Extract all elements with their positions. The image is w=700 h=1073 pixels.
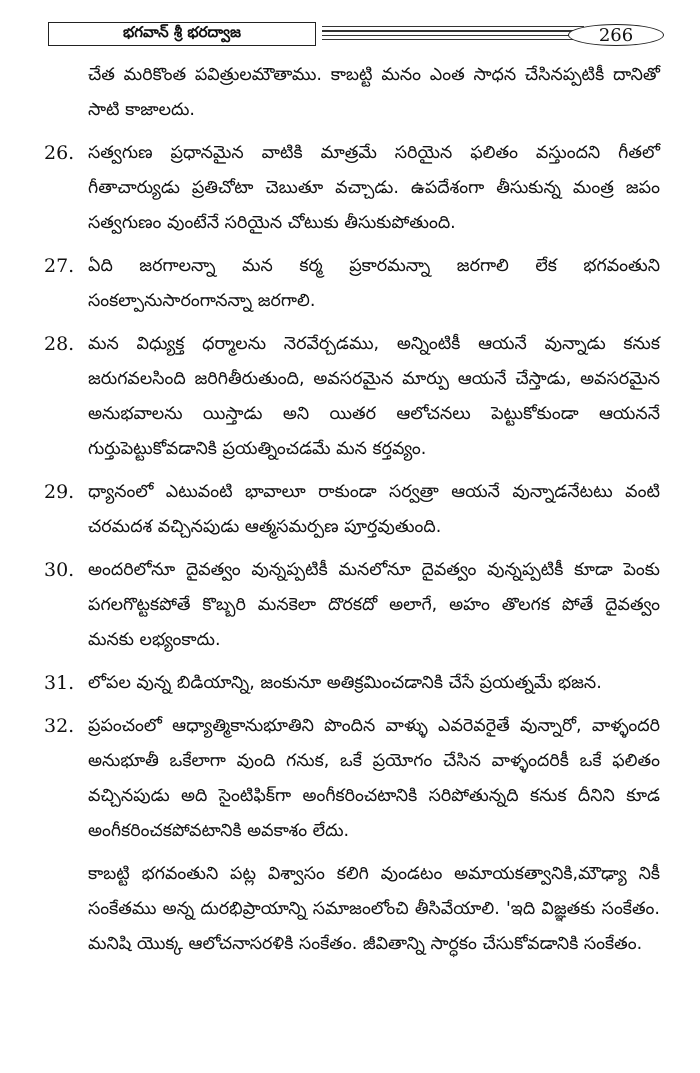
item-number: 31. — [44, 672, 75, 694]
item-text: మన విధ్యుక్త ధర్మాలను నెరవేర్చడము, అన్నింటికీ ఆయనే వున్నాడు కనుక జరుగవలసింది జరిగితీరుతుంది, అవసరమైన మార్పు ఆయనే చేస్తాడు, అవసరమైన అనుభవాలను యిస్తాడు అని యితర ఆలోచనలు పెట్టుకోకుండా ఆయననే గుర్తుపెట్టుకోవడానికి ప్రయత్నించడమే మన కర్తవ్యం. — [88, 334, 660, 459]
continuation-paragraph: చేత మరికొంత పవిత్రులమౌతాము. కాబట్టి మనం ఎంత సాధన చేసినప్పటికీ దానితో సాటి కాజాలదు. — [88, 65, 660, 120]
item-text: ఏది జరగాలన్నా మన కర్మ ప్రకారమన్నా జరగాలి లేక భగవంతుని సంకల్పానుసారంగానన్నా జరగాలి. — [88, 256, 660, 311]
item-text: ప్రపంచంలో ఆధ్యాత్మికానుభూతిని పొందిన వాళ్ళు ఎవరెవరైతే వున్నారో, వాళ్ళందరి అనుభూతీ ఒకేలాగా వుంది గనుక, ఒకే ప్రయోగం చేసిన వాళ్ళందరికీ ఒకే ఫలితం వచ్చినపుడు అది సైంటిఫిక్‌గా అంగీకరించటానికి సరిపోతున్నది కనుక దీనిని కూడ అంగీకరించకపోవటానికి అవకాశం లేదు. — [88, 716, 660, 841]
list-item — [44, 136, 660, 241]
item-number: 32. — [44, 715, 75, 737]
item-number: 30. — [44, 559, 75, 581]
item-text: సత్వగుణ ప్రధానమైన వాటికి మాత్రమే సరియైన ఫలితం వస్తుందని గీతలో గీతాచార్యుడు ప్రతిచోటా చెబుతూ వచ్చాడు. ఉపదేశంగా తీసుకున్న మంత్ర జపం సత్వగుణం వుంటేనే సరియైన చోటుకు తీసుకుపోతుంది. — [88, 143, 660, 233]
closing-paragraph: కాబట్టి భగవంతుని పట్ల విశ్వాసం కలిగి వుండటం అమాయకత్వానికి,మౌఢ్యా నికీ సంకేతము అన్న దురభిప్రాయాన్ని సమాజంలోంచి తీసివేయాలి. 'ఇది విజ్ఞతకు సంకేతం. మనిషి యొక్క ఆలోచనాసరళికి సంకేతం. జీవితాన్ని సార్ధకం చేసుకోవడానికి సంకేతం. — [88, 864, 660, 954]
list-item — [44, 475, 660, 545]
list-item — [44, 709, 660, 849]
item-text: ధ్యానంలో ఎటువంటి భావాలూ రాకుండా సర్వత్రా ఆయనే వున్నాడనేటటు వంటి చరమదశ వచ్చినపుడు ఆత్మసమర్పణ పూర్తవుతుంది. — [88, 482, 660, 537]
item-number: 28. — [44, 333, 75, 355]
item-number: 26. — [44, 142, 75, 164]
list-item — [44, 327, 660, 467]
list-item — [44, 553, 660, 658]
list-item — [44, 666, 660, 701]
page-header — [48, 22, 660, 48]
page-body — [44, 58, 660, 962]
item-text: అందరిలోనూ దైవత్వం వున్నప్పటికీ మనలోనూ దైవత్వం వున్నప్పటికీ కూడా పెంకు పగలగొట్టకపోతే కొబ్బరి మనకెలా దొరకదో అలాగే, అహం తొలగక పోతే దైవత్వం మనకు లభ్యంకాదు. — [88, 560, 660, 650]
header-title: భగవాన్ శ్రీ భరద్వాజ — [48, 22, 316, 46]
list-item — [44, 249, 660, 319]
header-rule-lines — [322, 26, 584, 42]
item-number: 27. — [44, 255, 75, 277]
item-text: లోపల వున్న బిడియాన్ని, జంకునూ అతిక్రమించడానికి చేసే ప్రయత్నమే భజన. — [88, 673, 602, 693]
page-number: 266 — [568, 24, 664, 46]
item-number: 29. — [44, 481, 75, 503]
